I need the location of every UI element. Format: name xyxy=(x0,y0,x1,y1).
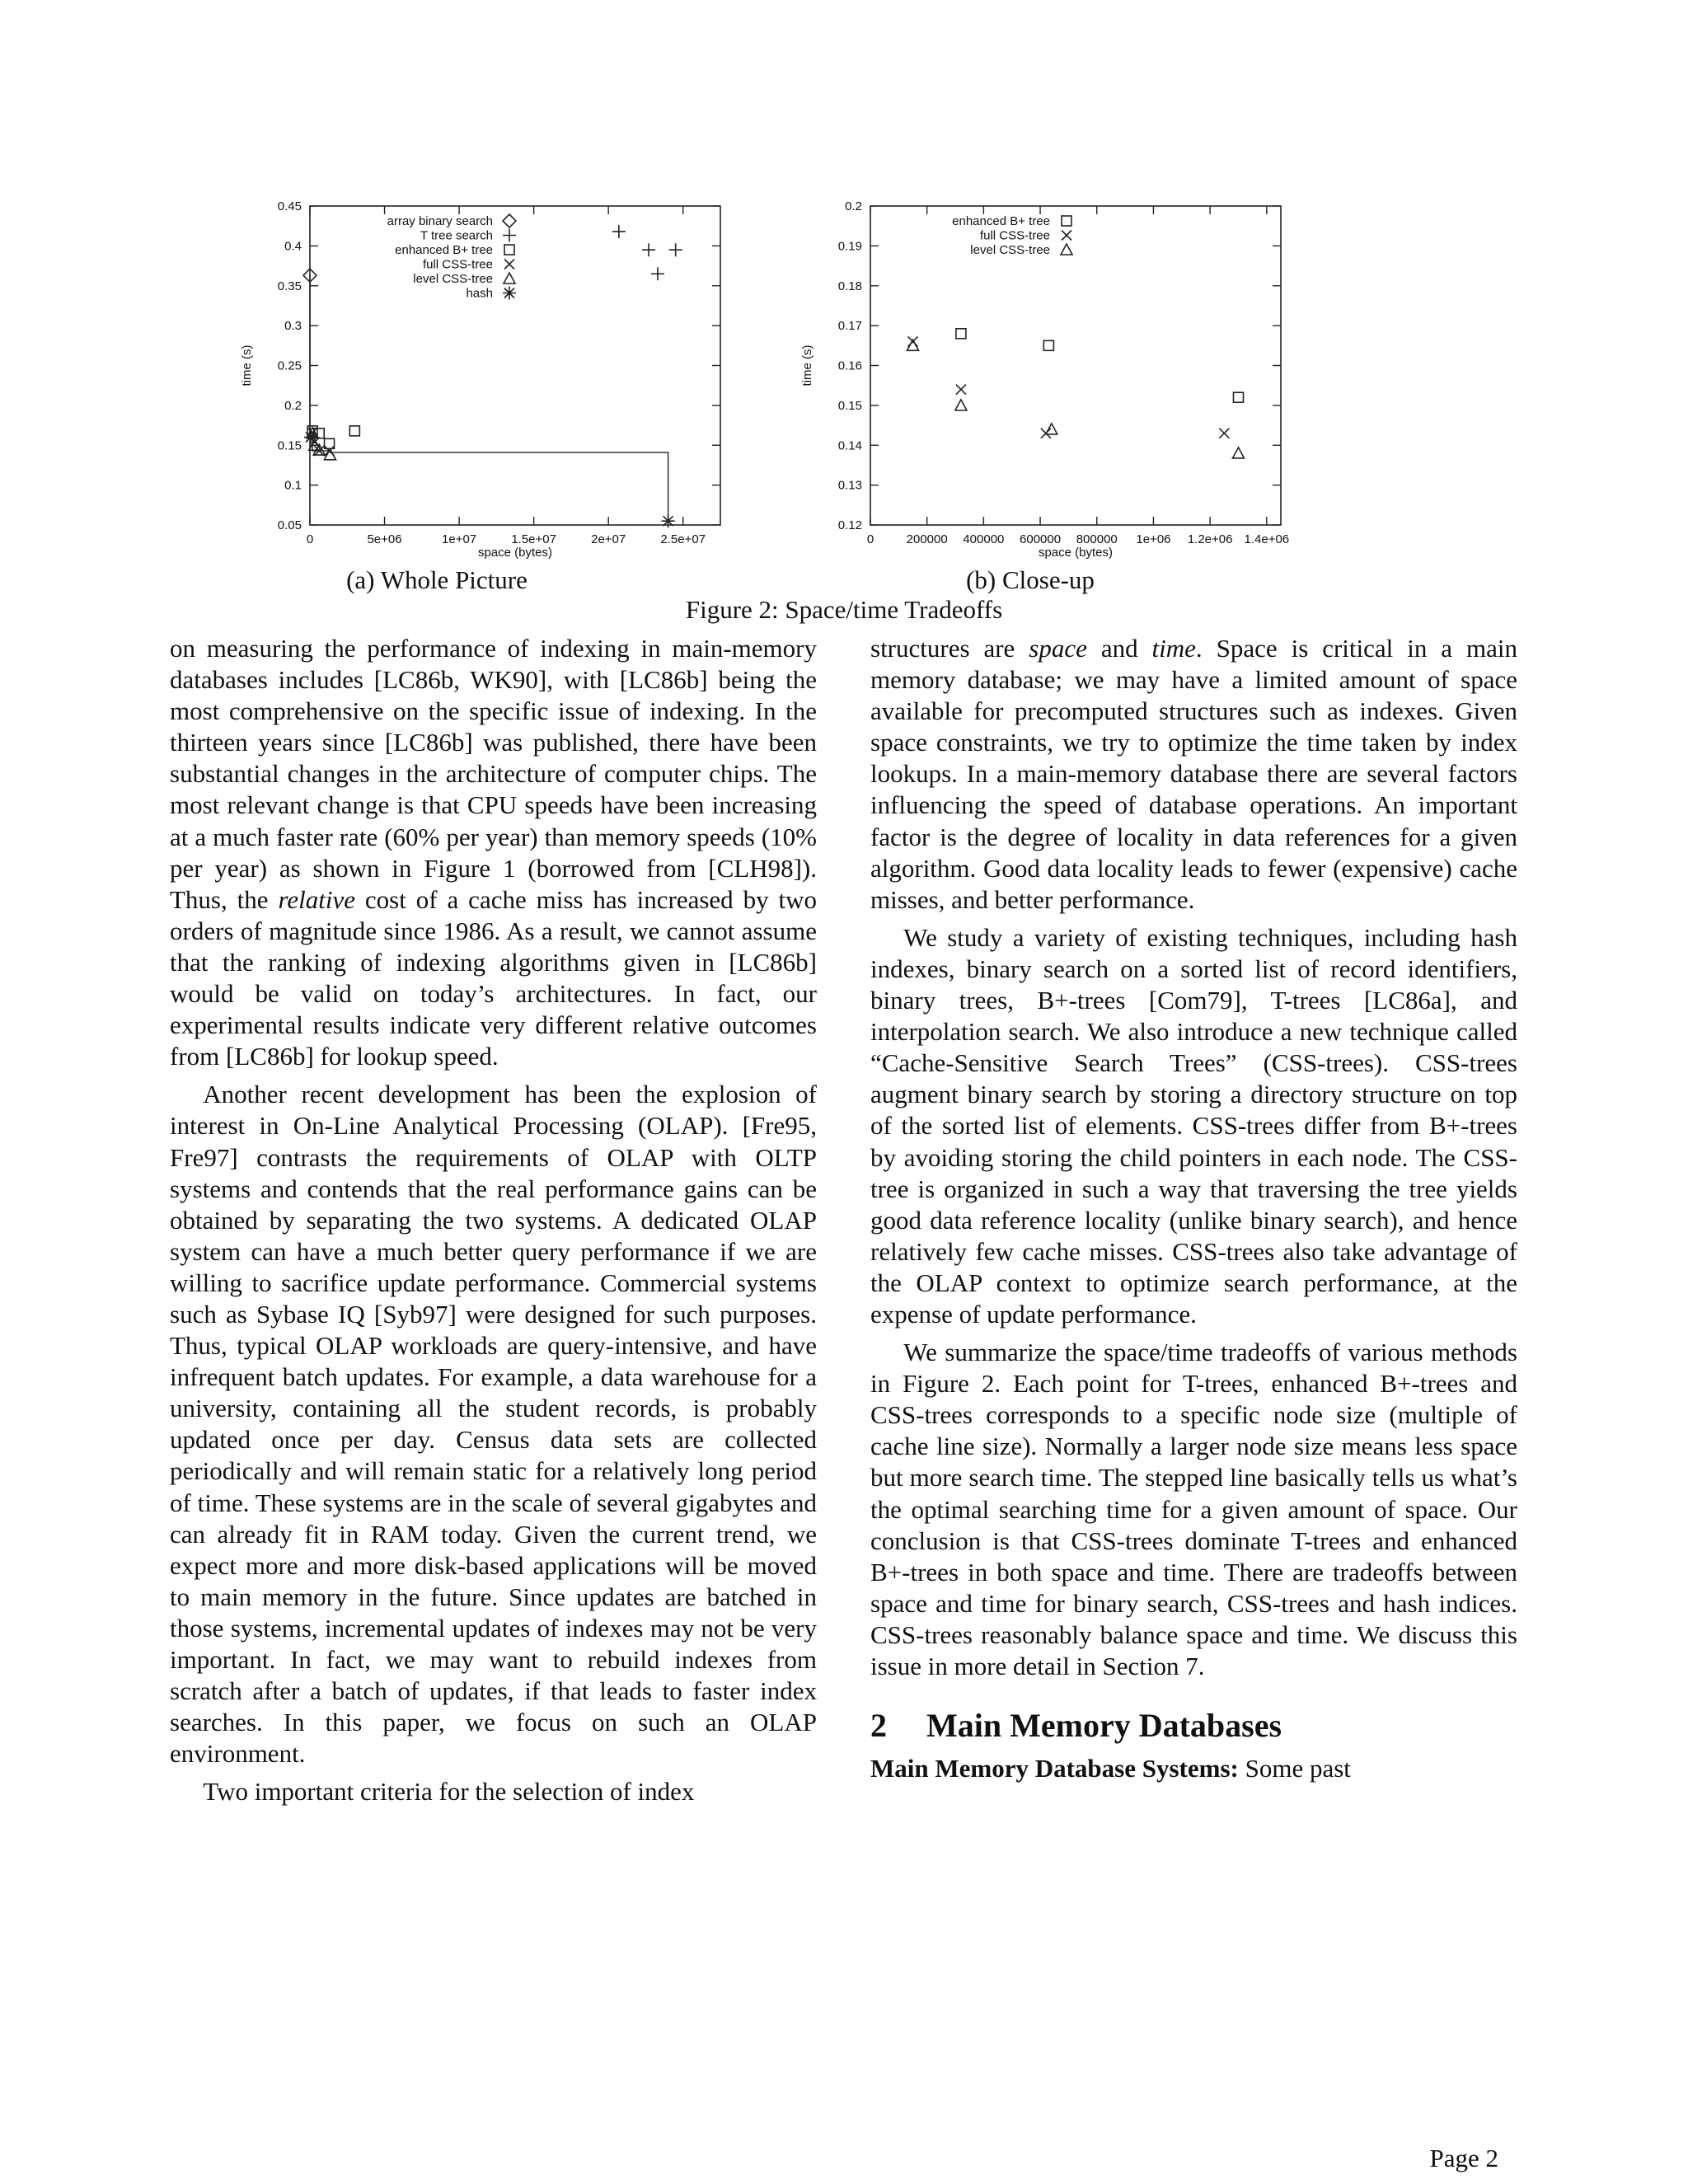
chart-b-point-enhanced-b-tree xyxy=(956,329,966,339)
chart-b-y-tick-label: 0.2 xyxy=(845,199,862,213)
chart-a-x-tick-label: 0 xyxy=(306,532,314,546)
chart-b-plot-frame xyxy=(870,206,1281,525)
chart-a-series-hash xyxy=(304,431,675,528)
chart-a-y-tick-label: 0.4 xyxy=(284,239,302,254)
right-paragraph-2: We study a variety of existing techniques, including hash indexes, binary search on a sorted list of record identifiers, binary trees, B+-trees [Com79], T-trees [LC86a], and interpolation search. We also introduce a new technique called “Cache-Sensitive Search Trees” (CSS-trees). CSS-trees augment binary search by storing a directory structure on top of the sorted list of elements. CSS-trees differ from B+-trees by avoiding storing the child pointers in each node. The CSS-tree is organized in such a way that traversing the tree yields good data reference locality (unlike binary search), and hence relatively few cache misses. CSS-trees also take advantage of the OLAP context to optimize search performance, at the expense of update performance. xyxy=(870,922,1517,1329)
subcaption-b: (b) Close-up xyxy=(966,565,1095,594)
figure-caption: Figure 2: Space/time Tradeoffs xyxy=(685,595,1003,624)
right-paragraph-3: We summarize the space/time tradeoffs of various methods in Figure 2. Each point for T-trees, enhanced B+-trees and CSS-trees corresponds to a specific node size (multiple of cache line size). Normally a larger node size means less space but more search time. The stepped line basically tells us what’s the optimal searching time for a given amount of space. Our conclusion is that CSS-trees dominate T-trees and enhanced B+-trees in both space and time. There are tradeoffs between space and time for binary search, CSS-trees and hash indices. CSS-trees reasonably balance space and time. We discuss this issue in more detail in Section 7. xyxy=(870,1338,1517,1680)
chart-a-point-enhanced-b-tree xyxy=(349,426,359,436)
chart-b-svg xyxy=(783,198,1294,560)
chart-a-y-tick-label: 0.25 xyxy=(277,359,302,373)
chart-b-y-axis-label: time (s) xyxy=(800,344,814,387)
chart-a-y-tick-label: 0.05 xyxy=(277,518,302,532)
chart-a-point-hash xyxy=(304,431,317,444)
left-column xyxy=(170,633,817,1807)
chart-a-legend-marker xyxy=(503,287,516,300)
chart-b-x-tick-label: 200000 xyxy=(906,532,948,546)
chart-a-point-t-tree-search xyxy=(651,267,664,280)
chart-b-y-tick-label: 0.19 xyxy=(837,239,862,254)
runin-heading: Main Memory Database Systems: xyxy=(870,1754,1239,1783)
chart-a-y-axis-label: time (s) xyxy=(240,344,254,387)
chart-b-legend-label: full CSS-tree xyxy=(979,228,1050,243)
chart-a-legend-marker xyxy=(503,229,516,242)
chart-b-point-enhanced-b-tree xyxy=(1233,392,1243,402)
section-heading xyxy=(870,1707,1517,1745)
chart-a-legend-label: array binary search xyxy=(387,214,493,228)
section-title: Main Memory Databases xyxy=(926,1707,1282,1745)
chart-b-legend-label: level CSS-tree xyxy=(970,243,1050,257)
chart-b-legend-marker xyxy=(1061,244,1072,255)
chart-a-legend-label: full CSS-tree xyxy=(422,257,493,272)
right-paragraph-1: structures are space and time. Space is critical in a main memory database; we may have a limited amount of space available for precomputed structures such as indexes. Given space constraints, we try to optimize the time taken by index lookups. In a main-memory database there are several factors influencing the speed of database operations. An important factor is the degree of locality in data references for a given algorithm. Good data locality leads to fewer (expensive) cache misses, and better performance. xyxy=(870,634,1517,914)
chart-a-y-tick-label: 0.1 xyxy=(284,478,302,493)
chart-b-y-tick-label: 0.16 xyxy=(837,359,862,373)
chart-a-plot-frame xyxy=(310,206,720,525)
chart-b-x-tick-label: 1.2e+06 xyxy=(1187,532,1233,546)
runin-paragraph: Main Memory Database Systems: Some past xyxy=(870,1754,1351,1783)
chart-a-legend-label: enhanced B+ tree xyxy=(395,243,493,257)
chart-b-y-tick-label: 0.14 xyxy=(837,438,862,453)
chart-a-x-tick-label: 5e+06 xyxy=(367,532,402,546)
chart-b-y-tick-label: 0.17 xyxy=(837,319,862,334)
chart-a-point-hash xyxy=(662,514,675,527)
chart-b-legend-marker xyxy=(1062,231,1071,241)
chart-b-point-level-css-tree xyxy=(955,400,967,410)
chart-b-series-level-css-tree xyxy=(907,340,1245,458)
chart-b-y-tick-label: 0.15 xyxy=(837,398,862,413)
chart-a-point-t-tree-search xyxy=(669,243,682,256)
chart-b-x-axis-label: space (bytes) xyxy=(1038,546,1114,560)
chart-b-x-tick-label: 600000 xyxy=(1020,532,1062,546)
chart-b-y-tick-label: 0.13 xyxy=(837,478,862,493)
left-paragraph-1: on measuring the performance of indexing in main-memory databases includes [LC86b, WK90], with [LC86b] being the most comprehensive on the specific issue of indexing. In the thirteen years since [LC86b] was published, there have been substantial changes in the architecture of computer chips. The most relevant change is that CPU speeds have been increasing at a much faster rate (60% per year) than memory speeds (10% per year) as shown in Figure 1 (borrowed from [CLH98]). Thus, the relative cost of a cache miss has increased by two orders of magnitude since 1986. As a result, we cannot assume that the ranking of indexing algorithms given in [LC86b] would be valid on today’s architectures. In fact, our experimental results indicate very different relative outcomes from [LC86b] for lookup speed. xyxy=(170,634,818,1071)
chart-a-y-tick-label: 0.45 xyxy=(277,199,302,213)
chart-a-legend-marker xyxy=(503,214,516,227)
chart-a-y-tick-label: 0.2 xyxy=(284,398,302,413)
chart-b-y-tick-label: 0.12 xyxy=(837,518,862,532)
chart-a-x-tick-label: 2e+07 xyxy=(591,532,626,546)
chart-b-y-tick-label: 0.18 xyxy=(837,279,862,293)
chart-b-x-tick-label: 1e+06 xyxy=(1136,532,1171,546)
chart-b-x-tick-label: 800000 xyxy=(1076,532,1118,546)
chart-a-legend-label: hash xyxy=(466,286,493,301)
chart-a-y-tick-label: 0.15 xyxy=(277,438,302,453)
chart-b-series-enhanced-b-tree xyxy=(956,329,1244,402)
chart-b-x-tick-label: 400000 xyxy=(963,532,1005,546)
chart-a-legend-marker xyxy=(504,273,515,284)
left-paragraph-3: Two important criteria for the selection of index xyxy=(203,1777,695,1807)
chart-b-x-tick-label: 0 xyxy=(866,532,874,546)
chart-a-y-tick-label: 0.35 xyxy=(277,279,302,293)
chart-a-x-tick-label: 1.5e+07 xyxy=(511,532,556,546)
chart-a-point-t-tree-search xyxy=(642,243,655,256)
right-column xyxy=(870,633,1517,1784)
section-number: 2 xyxy=(870,1707,887,1745)
page-number: Page 2 xyxy=(1429,2144,1498,2172)
chart-a-point-t-tree-search xyxy=(612,225,626,238)
chart-a-x-tick-label: 1e+07 xyxy=(442,532,477,546)
left-paragraph-2: Another recent development has been the explosion of interest in On-Line Analytical Processing (OLAP). [Fre95, Fre97] contrasts the requirements of OLAP with OLTP systems and contends that the real performance gains can be obtained by separating the two systems. A dedicated OLAP system can have a much better query performance if we are willing to sacrifice update performance. Commercial systems such as Sybase IQ [Syb97] were designed for such purposes. Thus, typical OLAP workloads are query-intensive, and have infrequent batch updates. For example, a data warehouse for a university, containing all the student records, is probably updated once per day. Census data sets are collected periodically and will remain static for a relatively long period of time. These systems are in the scale of several gigabytes and can already fit in RAM today. Given the current trend, we expect more and more disk-based applications will be moved to main memory in the future. Since updates are batched in those systems, incremental updates of indexes may not be very important. In fact, we may want to rebuild indexes from scratch after a batch of updates, if that leads to faster index searches. In this paper, we focus on such an OLAP environment. xyxy=(170,1080,817,1769)
chart-b-series-full-css-tree xyxy=(908,336,1230,438)
chart-b-point-enhanced-b-tree xyxy=(1043,340,1053,350)
chart-b-point-level-css-tree xyxy=(1046,424,1057,434)
chart-a-legend-label: T tree search xyxy=(420,228,493,243)
subcaption-a: (a) Whole Picture xyxy=(346,565,528,594)
chart-a-series-t-tree-search xyxy=(612,225,682,280)
chart-b-x-tick-label: 1.4e+06 xyxy=(1244,532,1290,546)
chart-b-point-full-css-tree xyxy=(1219,429,1229,438)
chart-b-point-full-css-tree xyxy=(956,385,966,395)
chart-b-legend-label: enhanced B+ tree xyxy=(952,214,1050,228)
chart-a-legend-marker xyxy=(504,245,514,255)
chart-a-svg xyxy=(223,198,734,560)
chart-a-x-axis-label: space (bytes) xyxy=(477,546,553,560)
chart-b-legend-marker xyxy=(1062,216,1071,226)
chart-a-legend-marker xyxy=(504,260,514,269)
chart-close-up xyxy=(783,198,1294,560)
chart-a-legend-label: level CSS-tree xyxy=(413,272,493,286)
chart-whole-picture xyxy=(223,198,734,560)
chart-a-stepped-line xyxy=(310,275,668,521)
chart-a-x-tick-label: 2.5e+07 xyxy=(660,532,706,546)
chart-a-y-tick-label: 0.3 xyxy=(284,319,302,334)
chart-a-series-full-css-tree xyxy=(307,428,334,456)
chart-b-point-level-css-tree xyxy=(1232,448,1244,458)
